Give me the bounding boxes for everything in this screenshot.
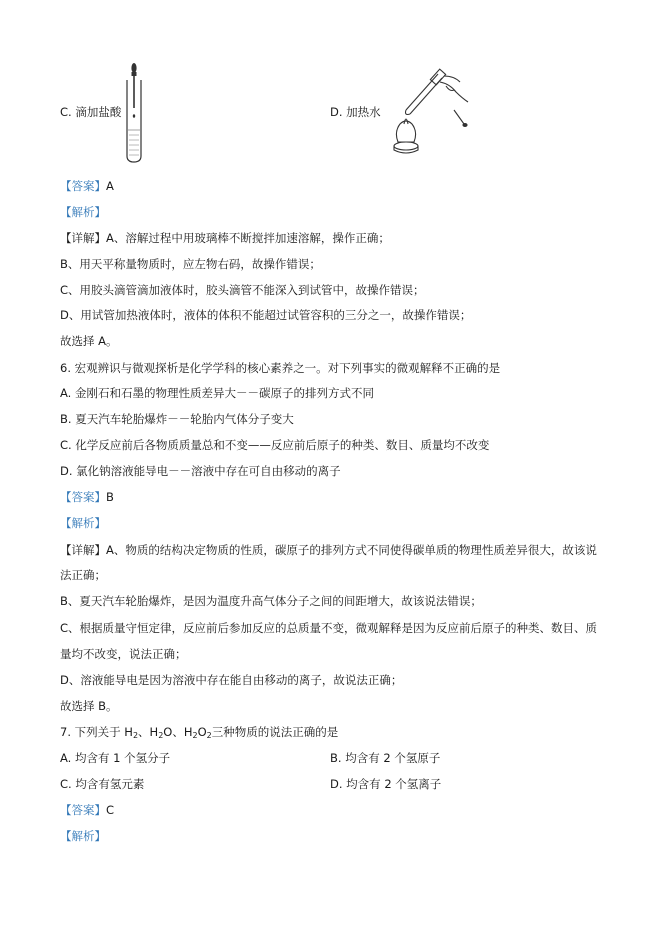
q6-detail-a-line2: 法正确； bbox=[60, 568, 106, 582]
answer-value: A bbox=[106, 179, 114, 193]
stem-text: 7. 下列关于 H bbox=[60, 725, 133, 739]
q5-analysis-tag: 【解析】 bbox=[60, 205, 106, 219]
q6-option-c: C. 化学反应前后各物质质量总和不变——反应前后原子的种类、数目、质量均不改变 bbox=[60, 438, 490, 452]
q7-stem bbox=[60, 724, 338, 740]
q7-option-c: C. 均含有氢元素 bbox=[60, 777, 145, 791]
q6-option-d: D. 氯化钠溶液能导电－－溶液中存在可自由移动的离子 bbox=[60, 464, 341, 478]
q7-option-a: A. 均含有 1 个氢分子 bbox=[60, 751, 171, 765]
answer-tag: 【答案】 bbox=[60, 803, 106, 817]
q5-detail-d: D、用试管加热液体时，液体的体积不能超过试管容积的三分之一，故操作错误； bbox=[60, 308, 472, 322]
subscript: 2 bbox=[132, 731, 139, 740]
detail-tag: 【详解】 bbox=[60, 231, 106, 245]
answer-tag: 【答案】 bbox=[60, 179, 106, 193]
q6-option-b: B. 夏天汽车轮胎爆炸－－轮胎内气体分子变大 bbox=[60, 412, 294, 426]
q6-detail-c-line2: 量均不改变，说法正确； bbox=[60, 647, 187, 661]
q6-answer bbox=[60, 489, 114, 505]
q5-conclusion: 故选择 A。 bbox=[60, 334, 118, 348]
detail-text: A、物质的结构决定物质的性质，碳原子的排列方式不同使得碳单质的物理性质差异很大，故该说 bbox=[106, 543, 597, 557]
answer-value: C bbox=[106, 803, 115, 817]
q6-stem: 6. 宏观辨识与微观探析是化学学科的核心素养之一。对下列事实的微观解释不正确的是 bbox=[60, 361, 501, 375]
q7-answer bbox=[60, 802, 114, 818]
q7-option-d: D. 均含有 2 个氢离子 bbox=[330, 777, 442, 791]
q6-detail-b: B、夏天汽车轮胎爆炸，是因为温度升高气体分子之间的间距增大，故该说法错误； bbox=[60, 594, 482, 608]
q6-detail-d: D、溶液能导电是因为溶液中存在能自由移动的离子，故说法正确； bbox=[60, 673, 403, 687]
option-d-label: D. 加热水 bbox=[330, 105, 381, 119]
subscript: 2 bbox=[192, 731, 198, 740]
detail-text: A、溶解过程中用玻璃棒不断搅拌加速溶解，操作正确； bbox=[106, 231, 390, 245]
subscript: 2 bbox=[158, 731, 164, 740]
q6-detail-c-line1: C、根据质量守恒定律，反应前后参加反应的总质量不变，微观解释是因为反应前后原子的种类、数目、质 bbox=[60, 621, 598, 635]
detail-tag: 【详解】 bbox=[60, 543, 106, 557]
q5-answer bbox=[60, 178, 114, 194]
answer-value: B bbox=[106, 490, 114, 504]
q6-detail-a-line1 bbox=[60, 542, 597, 558]
q5-detail-c: C、用胶头滴管滴加液体时，胶头滴管不能深入到试管中，故操作错误； bbox=[60, 283, 425, 297]
q6-option-a: A. 金刚石和石墨的物理性质差异大－－碳原子的排列方式不同 bbox=[60, 386, 374, 400]
answer-tag: 【答案】 bbox=[60, 490, 106, 504]
dropper-test-tube-illustration bbox=[120, 60, 150, 165]
heating-water-illustration bbox=[380, 62, 472, 158]
q6-conclusion: 故选择 B。 bbox=[60, 699, 118, 713]
subscript: 2 bbox=[206, 731, 212, 740]
option-c-label: C. 滴加盐酸 bbox=[60, 105, 122, 119]
stem-text: 三种物质的说法正确的是 bbox=[211, 725, 339, 739]
stem-text: O bbox=[197, 725, 207, 739]
q5-detail-b: B、用天平称量物质时，应左物右码，故操作错误； bbox=[60, 257, 321, 271]
q7-option-b: B. 均含有 2 个氢原子 bbox=[330, 751, 441, 765]
stem-text: O、H bbox=[163, 725, 193, 739]
q5-detail-a bbox=[60, 230, 390, 246]
q7-analysis-tag: 【解析】 bbox=[60, 829, 106, 843]
stem-text: 、H bbox=[138, 725, 159, 739]
q6-analysis-tag: 【解析】 bbox=[60, 516, 106, 530]
